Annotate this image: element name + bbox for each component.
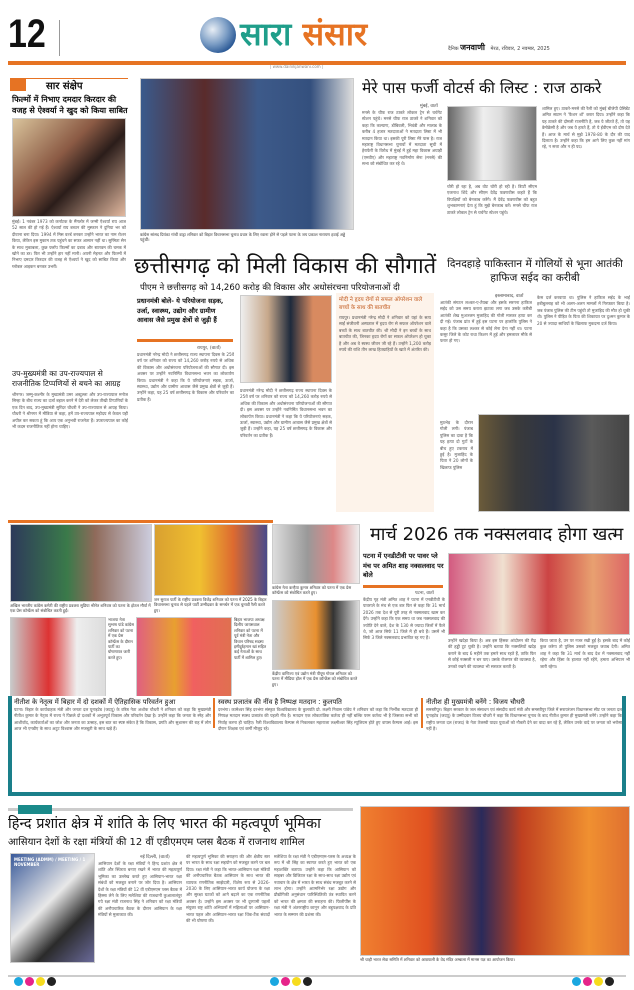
naxal-deck-rule — [363, 585, 443, 588]
sidebar-body: रायपुर। प्रधानमंत्री नरेन्द्र मोदी ने शनिवार को यहां के सत्य साईं संजीवनी अस्पताल में हृदय रोग से सफल ऑपरेशन वाले बच्चों के साथ बातचीत की। श्री मोदी ने इन बच्चों के साथ बातचीत की, जिनका हृदय रोगों का सफल ऑपरेशन हो चुका है और अब वे स्वस्थ जीवन जी रहे हैं। उन्होंने 1,200 करोड़ रुपये की राशि तीन लाख हितग्राहियों के खाते में अंतरित की। — [339, 315, 431, 353]
section-title-part2: संसार — [302, 15, 368, 53]
deck-rule — [137, 339, 233, 342]
naxal-dateline: पटना, वार्ता — [415, 591, 434, 596]
chhattisgarh-subheadline: पीएम ने छत्तीसगढ़ को 14,260 करोड़ की विकास और अधोसंरचना परियोजनाओं दी — [140, 283, 400, 293]
hafiz-body-3: मुठभेड़ के दौरान गोली लगी। पंजाब पुलिस का दावा है कि यह हत्या दो गुटों के बीच हुए टकराव में हुई है। मुजाहिद के पिता ने 20 लोगों के खिलाफ पुलिस — [440, 420, 473, 470]
masthead-divider — [59, 20, 60, 56]
magenta-dot — [583, 977, 592, 986]
paper-name: जनवाणी — [460, 43, 485, 52]
thackeray-headline: मेरे पास फर्जी वोटर्स की लिस्ट : राज ठाकरे — [362, 79, 602, 97]
strip-headline-3: नीतीश ही मुख्यमंत्री बनेंगे : विजय चौधरी — [426, 698, 525, 706]
sidebar-headline: मोदी ने हृदय रोगों से सफल ऑपरेशन वाले बच्चों के साथ की बातचीत — [339, 297, 423, 311]
section-title — [240, 14, 367, 54]
naxal-headline: मार्च 2026 तक नक्सलवाद होगा खत्म — [370, 524, 624, 545]
chhattisgarh-dateline: रायपुर, (वार्ता) — [197, 346, 221, 351]
asean-body-3: मलेशिया के रक्षा मंत्री ने एडीएमएम-प्लस के अध्यक्ष के रूप में श्री सिंह का स्वागत करते हुए भारत को एक महाशक्ति बताया। उन्होंने कहा कि आसियान को साइबर और डिजिटल रक्षा के साथ-साथ रक्षा उद्योग एवं नवाचार के क्षेत्र में भारत के साथ संबंध मजबूत करने से लाभ होगा। उन्होंने आत्मनिर्भर रक्षा उद्योग और प्रौद्योगिकी अनुसंधान पारिस्थितिकी तंत्र स्थापित करने को भारत की क्षमता की सराहना की। फिलीपींस के रक्षा मंत्री ने अंतरराष्ट्रीय कानून और बहुपक्षवाद के प्रति भारत के सम्मान की प्रशंसा की। — [274, 854, 356, 917]
jk-headline: उप-मुख्यमंत्री का उप-राज्यपाल से राजनीतिक टिप्पणियों से बचने का आग्रह — [12, 369, 121, 388]
photo-caption-6: केंद्रीय वाणिज्य एवं उद्योग मंत्री पीयूष गोयल शनिवार को पटना में मीडिया हॉल में एक प्रेस कॉन्फ्रेंस को संबोधित करते हुए। — [272, 671, 358, 687]
aishwarya-headline: फिल्मों में निभाए दमदार किरदार की वजह से ऐश्वर्या ने खुद को किया साबित — [12, 95, 128, 115]
paper-info — [448, 42, 550, 53]
modi-photo — [240, 295, 332, 383]
photo-caption-4: बिहार भाजपा अध्यक्ष दिलीप जायसवाल शनिवार को पटना में पूर्व मंत्री नेता और विधान परिषद सदस्य हमीदुर्रहमान खां सहित कई नेताओं के साथ पार्टी में शामिल हुए। — [234, 617, 267, 660]
shah-photo — [448, 553, 630, 635]
goyal-photo — [272, 600, 360, 670]
press-conf-photo-1 — [10, 524, 152, 602]
magenta-dot — [281, 977, 290, 986]
press-conf-photo-3 — [10, 617, 106, 699]
page-number: 12 — [8, 12, 46, 56]
section-title-part1: सारा — [240, 15, 292, 53]
jk-body: श्रीनगर। जम्मू-कश्मीर के मुख्यमंत्री उमर अब्दुल्ला और उप-राज्यपाल मनोज सिन्हा के बीच राज्य का दर्जा बहाल करने में देरी को लेकर तीखी टिप्पणियों के एक दिन बाद, उप-मुख्यमंत्री सुरिंदर चौधरी ने उप-राज्यपाल से आग्रह किया। चौधरी ने श्रीनगर में मीडिया से कहा, हमें उप-राज्यपाल महोदय से केवल यही अपील कर सकता हूं कि आप एक अनुभवी राजनेता हैं। उपराज्यपाल का कोई भी कदम राजनीतिक नहीं होना चाहिए। — [12, 392, 128, 430]
website-label: | www.dainikjanwani.com | — [270, 64, 324, 69]
photo-caption-2: जन सुराज पार्टी के राष्ट्रीय प्रवक्ता विजेंद्र शनिवार को पटना में 2025 के बिहार विधानसभा चुनाव से पहले पार्टी उम्मीदवार के समर्थन में एक चुनावी रैली करते हुए। — [154, 597, 267, 613]
asean-rule — [8, 808, 353, 811]
thackeray-body-1: मनसे के चीफ राज ठाकरे लोकल ट्रेन से चर्चगेट स्टेशन पहुंचे। मनसे चीफ राज ठाकरे ने शनिवार को कहा कि कल्याण, डोंबिवली, भिवंडी और मालाड के करीब 4 हजार मतदाताओं ने मतदाता लिस्ट में भी मतदान किया था। इसकी पूरी लिस्ट मेरे पास है। राज महाराष्ट्र विधानसभा चुनावों में मतदाता सूची में हेराफेरी के विरोध में मुंबई में हुई महा विकास अघाड़ी (एमवीए) और महाराष्ट्र नवनिर्माण सेना (मनसे) की सभा को संबोधित कर रहे थे। — [362, 110, 442, 167]
priyanka-photo — [140, 78, 354, 230]
yagya-caption: श्री चाहौ भारत सेवा समिति में शनिवार को आम्रपाली के वेद मंदिर अम्बाला में मानस यज्ञ का आयोजन किया। — [360, 957, 515, 962]
aishwarya-body: मुंबई। 1 नवंबर 1973 को कर्नाटक के मैंगलोर में जन्मी ऐश्वर्या राय आज 52 साल की हो गई हैं। ऐश्वर्या राय बच्चन की मुस्कान ने दुनिया भर को दीवाना बना दिया। 1994 में मिस वर्ल्ड बनकर उन्होंने भारत का नाम रोशन किया, लेकिन इस मुकाम तक पहुंचने का सफर आसान नहीं था। सुष्मिता सेन के साथ मुकाबला, कुछ फ्लॉप फिल्मों का दबाव और स्टारडम की चमक में खोने का डर। फिर भी उन्होंने हार नहीं मानी। अपनी मेहनत और फिल्मों में निभाए दमदार किरदार की वजह से ऐश्वर्या ने खुद को साबित किया और ग्लोबल आइकन बनकर उभरीं। — [12, 219, 126, 269]
cyan-dot — [572, 977, 581, 986]
rally-photo — [154, 524, 268, 596]
paper-prefix: दैनिक — [448, 46, 459, 52]
hafiz-body-1: आतंकी संगठन लश्कर-ए-तैयबा और इसके सरगना हाफिज सईद को उस समय करारा झटका लगा जब उसके करीबी आतंकी शेख मुअज्जम मुजाहिद की गोली मारकर हत्या कर दी गई। पंजाब प्रांत में हुई इस घटना पर हालांकि पुलिस ने कहा है कि उसका लश्कर से कोई लेना देना नहीं था। पटना कसूर जिले के कोट राधा किशन में हुई और हमलावर मौके से फरार हो गए। — [440, 300, 532, 344]
saar-sankshep-label: सार संक्षेप — [46, 81, 83, 92]
globe-icon — [200, 17, 236, 53]
photo-caption-1: अखिल भारतीय कांग्रेस कमेटी की राष्ट्रीय प्रवक्ता सुप्रिया श्रीनेत शनिवार को पटना के होटल मौर्या में एक प्रेस कॉन्फ्रेंस को संबोधित करती हुईं। — [10, 603, 151, 614]
chhattisgarh-body: प्रधानमंत्री नरेन्द्र मोदी ने छत्तीसगढ़ राज्य स्थापना दिवस के 25वें वर्ष पर शनिवार को राज्य को 14,260 करोड़ रुपये से अधिक की विकास और अधोसंरचना परियोजनाओं की सौगात दी। इस अवसर पर उन्होंने नवनिर्मित विधानसभा भवन का लोकार्पण किया। प्रधानमंत्री ने कहा कि ये परियोजनाएं सड़क, ऊर्जा, स्वास्थ्य, उद्योग और ग्रामीण आवास जैसे प्रमुख क्षेत्रों से जुड़ी हैं। उन्होंने कहा, यह 25 वर्ष छत्तीसगढ़ के विकास और परिवर्तन का प्रतीक हैं। — [137, 352, 234, 402]
strip-item-1 — [14, 698, 211, 789]
strip-headline-2: स्वस्थ प्रजातंत्र की नींव है निष्पक्ष मतदान : कुलपति — [218, 698, 342, 706]
registration-marks-center — [270, 971, 314, 990]
header-accent — [10, 79, 26, 91]
joining-photo — [136, 617, 232, 699]
thackeray-body-3: शामिल हुए। ठाकरे-मनसे की रैली को मुंबई बीजेपी प्रेसिडेंट अमित साटम ने 'फैशन शो' करार दिया। उन्होंने कहा कि यह ठाकरे की दोमली राजनीति है, जब ये जीतते हैं, तो यह डेमोक्रेसी है और जब ये हारते हैं, तो ये ईवीएम को दोष देते हैं। आज के मार्च से मुझे 1978-80 के दौर की याद दिलाता है। उन्होंने कहा कि हम आगे लिए कुछ नहीं मांग रहे, न सत्ता और न ही पद। — [542, 106, 630, 150]
saar-sankshep-header — [10, 78, 128, 90]
strip-body-2: दरभंगा। कामेश्वर सिंह दरभंगा संस्कृत विश्वविद्यालय के कुलपति प्रो. लक्ष्मी निवास पांडेय ने शनिवार को कहा कि निर्भीक मतदाता ही निष्पक्ष मतदान स्वस्थ प्रजातंत्र की पहली नींव है। मतदान एक लोकतांत्रिक कर्तव्य ही नहीं बल्कि परम कर्तव्य भी है जिसका सभी को निर्वाह करना ही चाहिए। रैली विश्वविद्यालय कैम्पस से निकलकर महाराजा लक्ष्मीश्वर सिंह म्यूजियम होते हुए वापस कैम्पस आई। इस दौरान शिक्षक एवं कर्मी मौजूद रहे। — [218, 707, 418, 732]
photo-row-rule — [8, 520, 273, 523]
asean-headline: हिन्द प्रशांत क्षेत्र में शांति के लिए भारत की महत्वपूर्ण भूमिका — [8, 816, 321, 832]
kanhaiya-photo — [272, 524, 360, 584]
news-strip — [8, 696, 626, 796]
naxal-body-2: उन्होंने खदेड़ा किया है। अब इस हिंसक आंदोलन की रीढ़ की हड्डी टूट चुकी है। उन्होंने बताया कि नक्सलियों खदेड़ कराने के बाद 6 महीने तक हमारे साथ रहते हैं, ताकि फिर से कोई नक्सली न बन पाए। उसके रोजगार की व्यवस्था है, उनको रखने की व्यवस्था भी सरकार करती है। — [448, 638, 536, 669]
hafiz-body-2: केस दर्ज करवाया था। पुलिस ने हाफिज सईद के भाई हबीबुल्लाह को भी अलग-अलग मामलों में गिरफ्तार किया है। जब पंजाब पुलिस की टीम पहुंची तो मुजाहिद की मौत हो चुकी थी। पुलिस ने पीड़ित के पिता की शिकायत पर दुश्मन कुमार के 20 से ज्यादा साथियों के खिलाफ मुकदमा दर्ज किया। — [537, 295, 630, 326]
asean-subheadline: आसियान देशों के रक्षा मंत्रियों की 12 वीं एडीएमएम प्लस बैठक में राजनाथ शामिल — [8, 837, 305, 848]
yellow-dot — [594, 977, 603, 986]
strip-item-2 — [218, 698, 418, 789]
naxal-body-3: किया जाता है, उन पर नजर रखी हुई है। इसके बाद में कोई कुछ करेगा तो पुलिस उसको मजबूत जवाब देगी। अमित शाह ने कहा कि 31 मार्च के बाद देश में नक्सलवाद नहीं रहेगा और हिंसा के हालात नहीं रहेंगे, हमारा अभियान भी जारी रहेगा। — [540, 638, 630, 669]
cyan-dot — [270, 977, 279, 986]
strip-body-1: पटना। बिहार के कार्यवाहक मंत्री और जनता दल यूनाइटेड (जदयू) के वरिष्ठ नेता अशोक चौधरी ने शनिवार को कहा कि मुख्यमंत्री नीतीश कुमार के नेतृत्व में राज्य ने पिछले दो दशकों में अभूतपूर्व विकास और परिवर्तन देखा है। उन्होंने कहा कि जनता के स्नेह और आशीर्वाद, कार्यकर्ताओं का जोश और जनता का उत्साह, इस बात का स्पष्ट संकेत है कि विकास, प्रगति और सुशासन की राह में लोग आज भी एनडीए के साथ अटूट विश्वास और मजबूती के साथ खड़े हैं। — [14, 707, 211, 732]
black-dot — [303, 977, 312, 986]
hafiz-dateline: इस्लामाबाद, वार्ता — [495, 294, 524, 299]
photo-caption-5: कांग्रेस नेता कन्हैया कुमार शनिवार को पटना में एक प्रेस कॉन्फ्रेंस को संबोधित करते हुए। — [272, 585, 352, 596]
asean-tag — [18, 805, 52, 814]
thackeray-dateline: मुंबई, वार्ता — [420, 104, 438, 109]
asean-dateline: नई दिल्ली, (वार्ता) — [140, 855, 170, 860]
thackeray-photo — [447, 106, 537, 181]
footer-rule — [8, 975, 626, 977]
asean-body-1: आसियान देशों के रक्षा मंत्रियों ने हिन्द प्रशांत क्षेत्र में शांति और स्थिरता बनाए रखने में भारत की महत्वपूर्ण भूमिका का उल्लेख करते हुए आसियान-भारत रक्षा संबंधों को मजबूत बनाने पर जोर दिया है। आसियान देशों के रक्षा मंत्रियों की 12 वीं एडीएमएम प्लस बैठक में हिस्सा लेने के लिए मलेशिया की राजधानी कुआलालंपुर गये रक्षा मंत्री राजनाथ सिंह ने शनिवार को रक्षा मंत्रियों की अनौपचारिक बैठक के दौरान आसियान के रक्षा मंत्रियों से मुलाकात की। — [98, 861, 182, 918]
hafiz-photo — [478, 414, 630, 512]
yagya-photo — [360, 806, 630, 956]
photo-banner-text: MEETING (ADMM) / MEETING / 1 NOVEMBER — [14, 857, 86, 867]
strip-divider-1 — [213, 698, 215, 728]
chhattisgarh-headline: छत्तीसगढ़ को मिली विकास की सौगातें — [134, 254, 437, 279]
black-dot — [605, 977, 614, 986]
strip-item-3 — [426, 698, 622, 789]
yellow-dot — [36, 977, 45, 986]
chhattisgarh-body-cont: प्रधानमंत्री नरेन्द्र मोदी ने छत्तीसगढ़ राज्य स्थापना दिवस के 25वें वर्ष पर शनिवार को राज्य को 14,260 करोड़ रुपये से अधिक की विकास और अधोसंरचना परियोजनाओं की सौगात दी। इस अवसर पर उन्होंने नवनिर्मित विधानसभा भवन का लोकार्पण किया। प्रधानमंत्री ने कहा कि ये परियोजनाएं सड़क, ऊर्जा, स्वास्थ्य, उद्योग और ग्रामीण आवास जैसे प्रमुख क्षेत्रों से जुड़ी हैं। उन्होंने कहा, यह 25 वर्ष छत्तीसगढ़ के विकास और परिवर्तन का प्रतीक हैं। — [240, 388, 332, 438]
dateline: मेरठ, रविवार, 2 नवम्बर, 2025 — [490, 46, 550, 52]
rajnath-photo — [10, 853, 95, 963]
naxal-deck: पटना में एनडीटीवी पर पावर प्ले मंच पर अमित शाह नक्सलवाद पर बोले — [363, 552, 444, 579]
asean-body-2: की महत्वपूर्ण भूमिका की सराहना की और क्षेत्रीय स्तर पर भारत के साथ रक्षा सहयोग को मजबूत करने पर बल दिया। रक्षा मंत्री ने कहा कि भारत-आसियान रक्षा मंत्रियों की अनौपचारिक बैठक आसियान के साथ भारत की व्यापक रणनीतिक साझेदारी, विशेष रूप से 2026-2030 के लिए आसियान-भारत कार्य योजना के रक्षा और सुरक्षा घटकों को आगे बढ़ाने का एक रणनीतिक अवसर है। उन्होंने इस अवसर पर भी दूरगामी पहलों संयुक्त राष्ट्र शांति अभियानों में महिलाओं पर आसियान-भारत पहल और आसियान-भारत रक्षा थिंक-टैंक संवादों की भी घोषणा की। — [186, 854, 270, 924]
sidebar-box — [336, 293, 434, 512]
registration-marks-right — [572, 971, 616, 990]
magenta-dot — [25, 977, 34, 986]
photo-caption-3: भाजपा नेता सुभाष पांडे कांग्रेस शनिवार को पटना में एक प्रेस कॉन्फ्रेंस के दौरान पार्टी का घोषणापत्र जारी करते हुए। — [108, 617, 134, 660]
naxal-body-1: केंद्रीय गृह मंत्री अमित शाह ने पटना में एनडीटीवी के पावरप्ले के मंच से एक बार फिर से कहा कि 31 मार्च 2026 तक देश से पूरी तरह से नक्सलवाद खत्म कर देंगे। उन्होंने कहा कि एक समय था जब नक्सलवाद की ज्योति देने वाले, देश के 130 से ज्यादा जिलों में फैले थे, जो आज सिर्फ 11 जिले में ही बचे हैं। उसमें भी सिर्फ 3 जिले नक्सलवाद प्रभावित रह गए हैं। — [363, 597, 445, 641]
yellow-dot — [292, 977, 301, 986]
strip-body-3: समस्तीपुर। बिहार सरकार के जल संसाधन एवं संसदीय कार्य मंत्री और समस्तीपुर जिले में सरायरंजन विधानसभा सीट पर जनता दल यूनाइटेड (जदयू) के उम्मीदवार विजय चौधरी ने कहा कि विधानसभा चुनाव के बाद नीतीश कुमार ही मुख्यमंत्री बनेंगे। उन्होंने कहा कि राष्ट्रीय जनता दल (राजद) के नेता तेजस्वी यादव युवाओं को नौकरी देने का वादा कर रहे हैं, लेकिन उनके वादे पर जनता को भरोसा नहीं है। — [426, 707, 622, 732]
cyan-dot — [14, 977, 23, 986]
thackeray-body-2: चोरी हो रहा है, अब वोट चोरी हो रही है। डिप्टी सीएम एकनाथ शिंदे और सीएम देवेंद्र फडणवीस कहते हैं कि विपक्षियों को बेनकाब करेंगे। मैं देवेंद्र फडणवीस को बहुत शुभकामनाएं देता हूं कि मुझे बेनकाब करें। मनसे चीफ राज ठाकरे लोकल ट्रेन से चर्चगेट स्टेशन पहुंचे। — [447, 184, 537, 215]
priyanka-caption: कांग्रेस सांसद प्रियंका गांधी वाड्रा शनिवार को बिहार विधानसभा चुनाव प्रचार के लिए रवाना होने से पहले पटना के जय प्रकाश नारायण हवाई अड्डे पहुंचीं। — [140, 232, 346, 243]
strip-headline-1: नीतीश के नेतृत्व में बिहार में दो दशकों में ऐतिहासिक परिवर्तन हुआ — [14, 698, 176, 706]
registration-marks-left — [14, 971, 58, 990]
hafiz-headline: दिनदहाड़े पाकिस्तान में गोलियों से भूना आतंकी हाफिज सईद का करीबी — [447, 258, 623, 284]
chhattisgarh-deck: प्रधानमंत्री बोले- ये परियोजना सड़क, उर्जा, स्वास्थ्य, उद्योग और ग्रामीण आवास जैसे प्रमुख क्षेत्रों से जुड़ी हैं — [137, 297, 224, 324]
aishwarya-photo — [12, 118, 126, 217]
strip-divider-2 — [421, 698, 423, 728]
black-dot — [47, 977, 56, 986]
